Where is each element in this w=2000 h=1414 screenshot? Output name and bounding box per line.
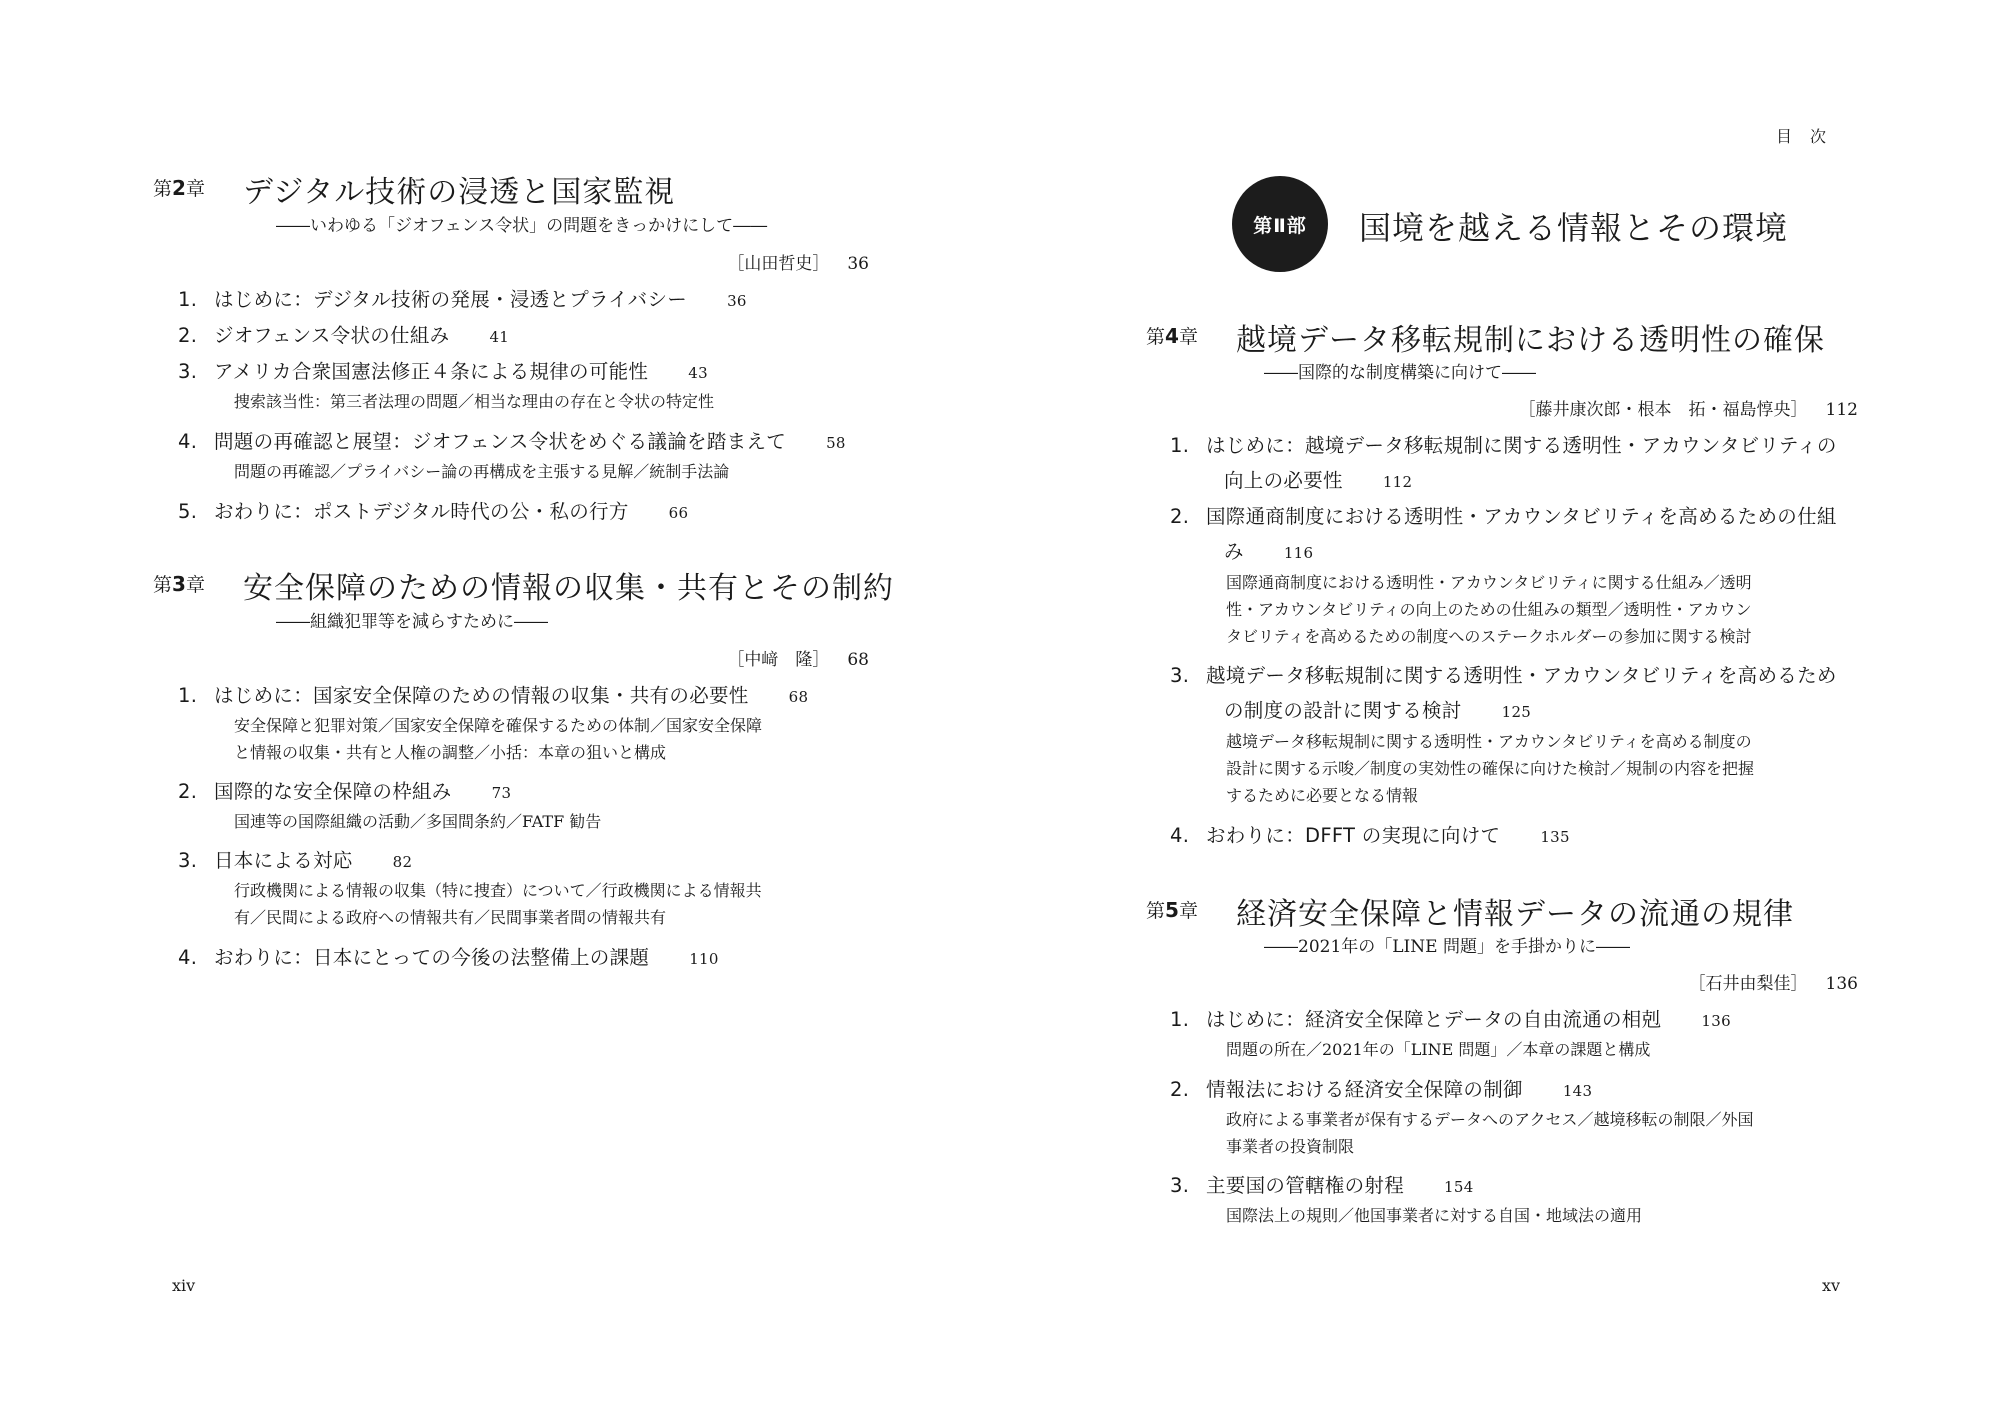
chapter-2-section-3-subtopics: 捜索該当性：第三者法理の問題／相当な理由の存在と令状の特定性	[234, 392, 715, 411]
chapter-4-author: ［藤井康次郎・根本 拓・福島惇央］ 112	[1518, 400, 1858, 420]
chapter-4-label: 第4章	[1146, 324, 1198, 348]
chapter-2-title: デジタル技術の浸透と国家監視	[243, 175, 676, 210]
chapter-4-section-3-subtopics-line2: 設計に関する示唆／制度の実効性の確保に向けた検討／規制の内容を把握	[1226, 759, 1755, 778]
chapter-3-title: 安全保障のための情報の収集・共有とその制約	[243, 571, 894, 606]
chapter-2-subtitle: ――いわゆる「ジオフェンス令状」の問題をきっかけにして――	[276, 216, 768, 236]
running-head: 目次	[1776, 127, 1845, 146]
chapter-4-section-3-subtopics-line1: 越境データ移転規制に関する透明性・アカウンタビリティを高める制度の	[1226, 732, 1752, 751]
chapter-2-section-5[interactable]: 5. おわりに：ポストデジタル時代の公・私の行方 66	[178, 500, 689, 523]
chapter-4-section-2-subtopics-line2: 性・アカウンタビリティの向上のための仕組みの類型／透明性・アカウン	[1226, 600, 1752, 619]
chapter-4-section-1-cont[interactable]: 向上の必要性 112	[1224, 469, 1413, 492]
chapter-5-section-1-subtopics: 問題の所在／2021年の「LINE 問題」／本章の課題と構成	[1226, 1040, 1651, 1059]
chapter-3-section-3-subtopics-line1: 行政機関による情報の収集（特に捜査）について／行政機関による情報共	[234, 881, 762, 900]
chapter-2-label: 第2章	[153, 176, 205, 200]
chapter-5-author: ［石井由梨佳］ 136	[1688, 974, 1858, 994]
chapter-3-section-1-subtopics-line1: 安全保障と犯罪対策／国家安全保障を確保するための体制／国家安全保障	[234, 716, 763, 735]
part-title: 国境を越える情報とその環境	[1359, 209, 1789, 247]
chapter-4-section-4[interactable]: 4. おわりに：DFFT の実現に向けて 135	[1170, 824, 1570, 847]
part-badge: 第Ⅱ部	[1232, 176, 1328, 272]
chapter-5-section-1[interactable]: 1. はじめに：経済安全保障とデータの自由流通の相剋 136	[1170, 1008, 1731, 1031]
chapter-3-section-2-subtopics: 国連等の国際組織の活動／多国間条約／FATF 勧告	[234, 812, 602, 831]
chapter-5-label: 第5章	[1146, 898, 1198, 922]
chapter-4-subtitle: ――国際的な制度構築に向けて――	[1264, 363, 1536, 383]
chapter-4-section-3-cont[interactable]: の制度の設計に関する検討 125	[1224, 699, 1532, 722]
chapter-5-section-2[interactable]: 2. 情報法における経済安全保障の制御 143	[1170, 1078, 1593, 1101]
chapter-4-section-2-subtopics-line1: 国際通商制度における透明性・アカウンタビリティに関する仕組み／透明	[1226, 573, 1752, 592]
chapter-4-section-2-cont[interactable]: み 116	[1224, 540, 1314, 563]
chapter-2-section-4[interactable]: 4. 問題の再確認と展望：ジオフェンス令状をめぐる議論を踏まえて 58	[178, 430, 846, 453]
chapter-4-section-1[interactable]: 1. はじめに：越境データ移転規制に関する透明性・アカウンタビリティの	[1170, 434, 1837, 457]
chapter-3-section-3-subtopics-line2: 有／民間による政府への情報共有／民間事業者間の情報共有	[234, 908, 667, 927]
chapter-5-section-2-subtopics-line1: 政府による事業者が保有するデータへのアクセス／越境移転の制限／外国	[1226, 1110, 1754, 1129]
right-page	[1000, 0, 2000, 1414]
chapter-3-section-4[interactable]: 4. おわりに：日本にとっての今後の法整備上の課題 110	[178, 946, 719, 969]
chapter-3-section-1-subtopics-line2: と情報の収集・共有と人権の調整／小括：本章の狙いと構成	[234, 743, 667, 762]
chapter-2-author: ［山田哲史］ 36	[727, 254, 869, 274]
chapter-5-section-2-subtopics-line2: 事業者の投資制限	[1226, 1137, 1355, 1156]
chapter-2-section-3[interactable]: 3. アメリカ合衆国憲法修正４条による規律の可能性 43	[178, 360, 708, 383]
chapter-2-section-4-subtopics: 問題の再確認／プライバシー論の再構成を主張する見解／統制手法論	[234, 462, 730, 481]
chapter-3-subtitle: ――組織犯罪等を減らすために――	[276, 612, 548, 632]
right-folio: xv	[1822, 1276, 1841, 1295]
left-folio: xiv	[172, 1276, 196, 1295]
chapter-4-title: 越境データ移転規制における透明性の確保	[1236, 323, 1825, 358]
chapter-5-section-3-subtopics: 国際法上の規則／他国事業者に対する自国・地域法の適用	[1226, 1206, 1643, 1225]
chapter-4-section-3[interactable]: 3. 越境データ移転規制に関する透明性・アカウンタビリティを高めるため	[1170, 664, 1837, 687]
chapter-4-section-3-subtopics-line3: するために必要となる情報	[1226, 786, 1419, 805]
chapter-2-section-1[interactable]: 1. はじめに：デジタル技術の発展・浸透とプライバシー 36	[178, 288, 747, 311]
chapter-5-section-3[interactable]: 3. 主要国の管轄権の射程 154	[1170, 1174, 1474, 1197]
chapter-3-label: 第3章	[153, 572, 205, 596]
chapter-2-section-2[interactable]: 2. ジオフェンス令状の仕組み 41	[178, 324, 510, 347]
chapter-5-subtitle: ――2021年の「LINE 問題」を手掛かりに――	[1264, 937, 1630, 957]
chapter-4-section-2[interactable]: 2. 国際通商制度における透明性・アカウンタビリティを高めるための仕組	[1170, 505, 1837, 528]
chapter-4-section-2-subtopics-line3: タビリティを高めるための制度へのステークホルダーの参加に関する検討	[1226, 627, 1752, 646]
chapter-3-section-1[interactable]: 1. はじめに：国家安全保障のための情報の収集・共有の必要性 68	[178, 684, 809, 707]
chapter-5-title: 経済安全保障と情報データの流通の規律	[1236, 897, 1794, 932]
chapter-3-author: ［中﨑 隆］ 68	[727, 650, 869, 670]
chapter-3-section-2[interactable]: 2. 国際的な安全保障の枠組み 73	[178, 780, 512, 803]
chapter-3-section-3[interactable]: 3. 日本による対応 82	[178, 849, 413, 872]
